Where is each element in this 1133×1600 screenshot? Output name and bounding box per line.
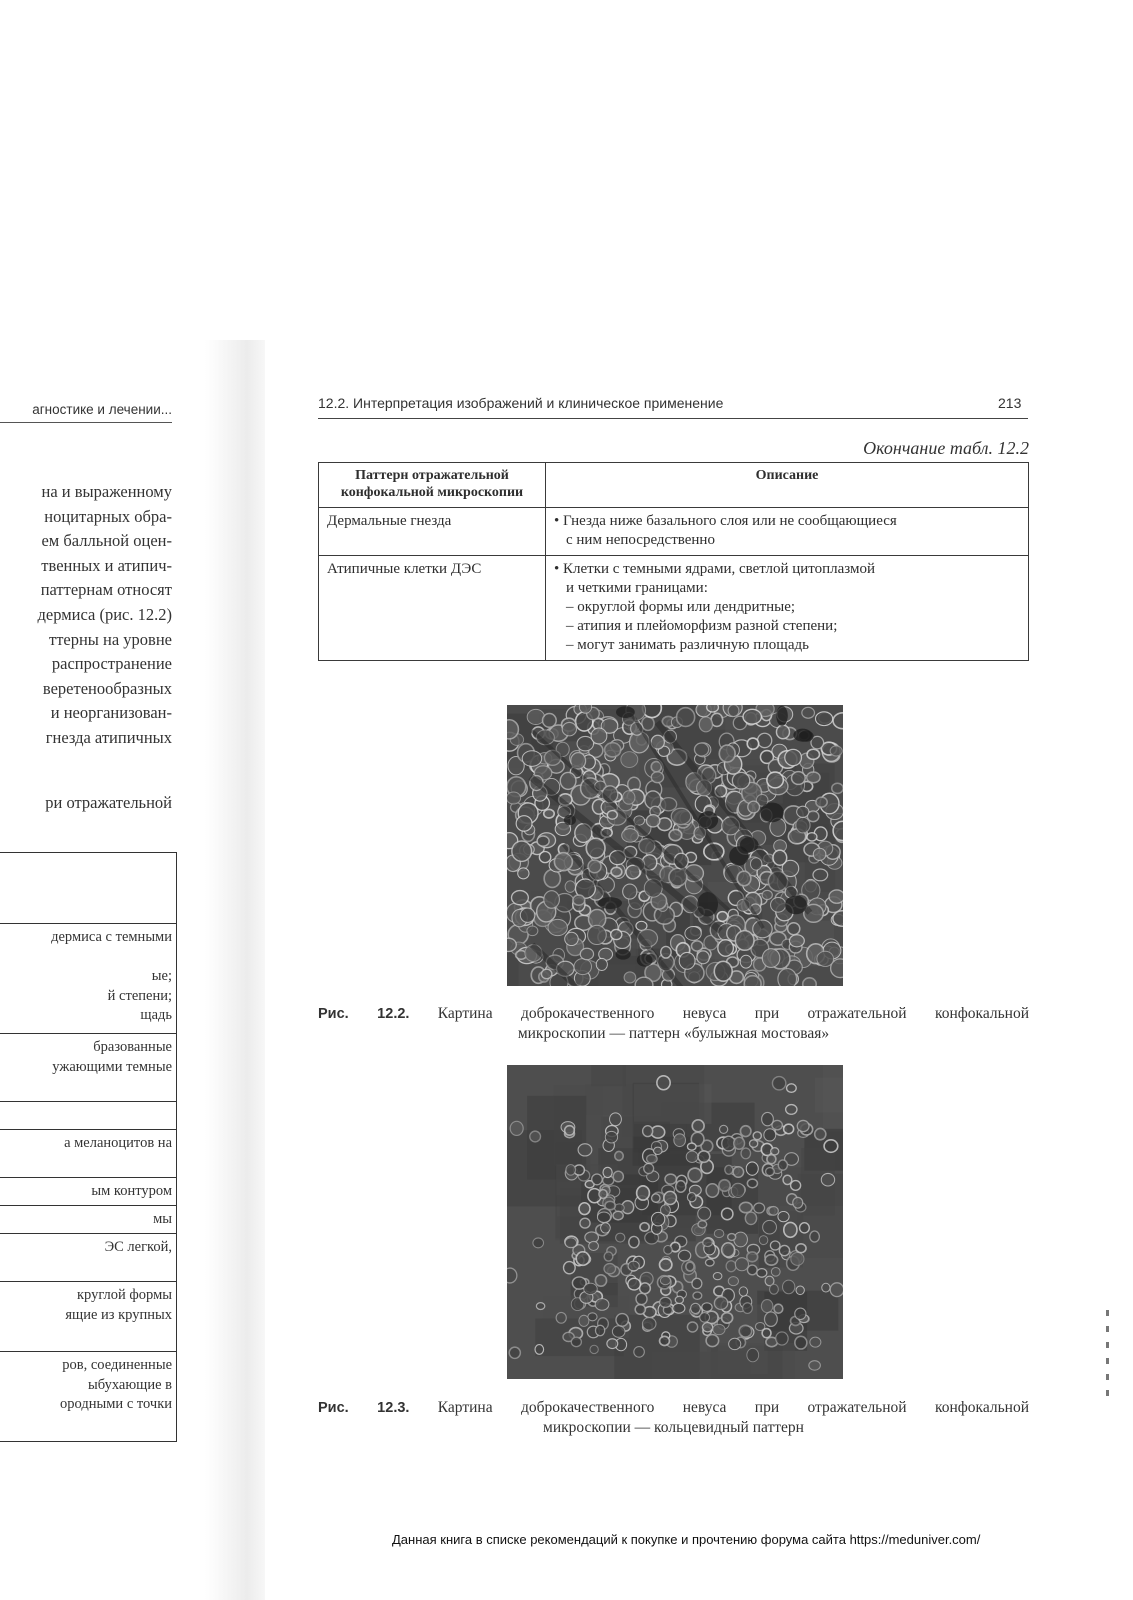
left-text-line: твенных и атипич- <box>41 555 172 575</box>
row-pattern: Атипичные клетки ДЭС <box>319 556 546 661</box>
table-row <box>319 508 1029 556</box>
left-table-row <box>0 1101 176 1130</box>
table-continuation-label: Окончание табл. 12.2 <box>863 438 1029 458</box>
left-table-line <box>0 948 172 968</box>
left-table-row <box>0 1177 176 1206</box>
desc-line: – атипия и плейоморфизм разной степени; <box>566 618 838 634</box>
left-table-line: ым контуром <box>91 1183 172 1199</box>
desc-line: с ним непосредственно <box>566 532 715 548</box>
desc-line: – округлой формы или дендритные; <box>566 599 796 615</box>
caption-text: Картина доброкачественного невуса при отражательной конфокальной <box>437 1399 1029 1416</box>
row-description <box>546 508 1029 556</box>
page-number: 213 <box>998 395 1022 411</box>
left-table-line: мы <box>153 1211 172 1227</box>
pattern-table <box>318 462 1029 661</box>
left-text-line: гнезда атипичных <box>45 727 172 747</box>
left-table-line: а меланоцитов на <box>64 1135 172 1151</box>
caption-text: микроскопии — кольцевидный паттерн <box>543 1419 804 1436</box>
left-text-line: веретенообразных <box>42 678 172 698</box>
left-text-line: распространение <box>51 654 172 674</box>
figure-label: Рис. 12.2. <box>318 1006 410 1022</box>
left-table-line: ров, соединенные <box>62 1357 172 1373</box>
row-pattern: Дермальные гнезда <box>319 508 546 556</box>
left-text-line: дермиса (рис. 12.2) <box>37 604 172 624</box>
left-table <box>0 852 177 1442</box>
caption-text: микроскопии — паттерн «булыжная мостовая» <box>517 1025 830 1042</box>
desc-line: • Гнезда ниже базального слоя или не сообщающиеся <box>554 513 897 529</box>
figure-12-3-image <box>507 1065 843 1379</box>
header-rule <box>318 418 1028 419</box>
left-table-line: бразованные <box>93 1039 172 1055</box>
desc-line: и четкими границами: <box>566 580 708 596</box>
table-row <box>319 556 1029 661</box>
left-body-text <box>0 480 172 751</box>
desc-line: • Клетки с темными ядрами, светлой цитоплазмой <box>554 561 876 577</box>
caption-text: Картина доброкачественного невуса при отражательной конфокальной <box>437 1005 1029 1022</box>
table-header-row <box>319 463 1029 508</box>
header-description: Описание <box>546 463 1029 508</box>
page-gutter-shadow <box>205 340 265 1600</box>
figure-label: Рис. 12.3. <box>318 1400 410 1416</box>
left-text-line: ттерны на уровне <box>48 629 172 649</box>
left-text-line: и неорганизован- <box>50 703 172 723</box>
figure-12-2-caption <box>318 1004 1029 1044</box>
left-table-line: дермиса с темными <box>51 929 172 945</box>
left-table-line: круглой формы <box>76 1287 172 1303</box>
left-table-row <box>0 1129 176 1178</box>
left-table-line: ородными с точки <box>60 1396 172 1412</box>
left-running-head: агностике и лечении... <box>32 402 172 417</box>
desc-line: – могут занимать различную площадь <box>566 637 809 653</box>
figure-12-3-caption <box>318 1398 1029 1438</box>
left-table-line: ые; <box>151 968 172 984</box>
left-text-line: на и выраженному <box>41 482 172 501</box>
left-table-line: й степени; <box>107 987 172 1004</box>
left-table-row <box>0 1033 176 1102</box>
left-table-line: щадь <box>140 1007 172 1023</box>
left-table-line: ящие из крупных <box>65 1306 172 1323</box>
left-table-line: ыбухающие в <box>88 1376 172 1393</box>
left-text-line: ем балльной оцен- <box>41 531 172 551</box>
left-table-caption: ри отражательной <box>45 793 172 812</box>
micrograph-cobblestone <box>507 705 843 986</box>
left-table-row <box>0 1205 176 1234</box>
left-table-row <box>0 853 176 923</box>
footer-note: Данная книга в списке рекомендаций к покупке и прочтению форума сайта https://meduniver.com/ <box>392 1532 981 1547</box>
figure-12-2-image <box>507 705 843 986</box>
running-head: 12.2. Интерпретация изображений и клиническое применение <box>318 395 724 411</box>
row-description <box>546 556 1029 661</box>
left-table-line: ужающими темные <box>52 1058 172 1075</box>
left-table-line: ЭС легкой, <box>104 1239 172 1255</box>
micrograph-ring-pattern <box>507 1065 843 1379</box>
page-edge-marks <box>1106 1310 1111 1430</box>
left-table-row <box>0 1281 176 1352</box>
left-table-row <box>0 1233 176 1282</box>
header-pattern: Паттерн отражательной конфокальной микроскопии <box>319 463 546 508</box>
left-header-rule <box>0 422 172 423</box>
left-text-line: паттернам относят <box>40 580 172 600</box>
left-table-row <box>0 1351 176 1442</box>
left-text-line: ноцитарных обра- <box>44 506 172 526</box>
left-table-row <box>0 923 176 1034</box>
